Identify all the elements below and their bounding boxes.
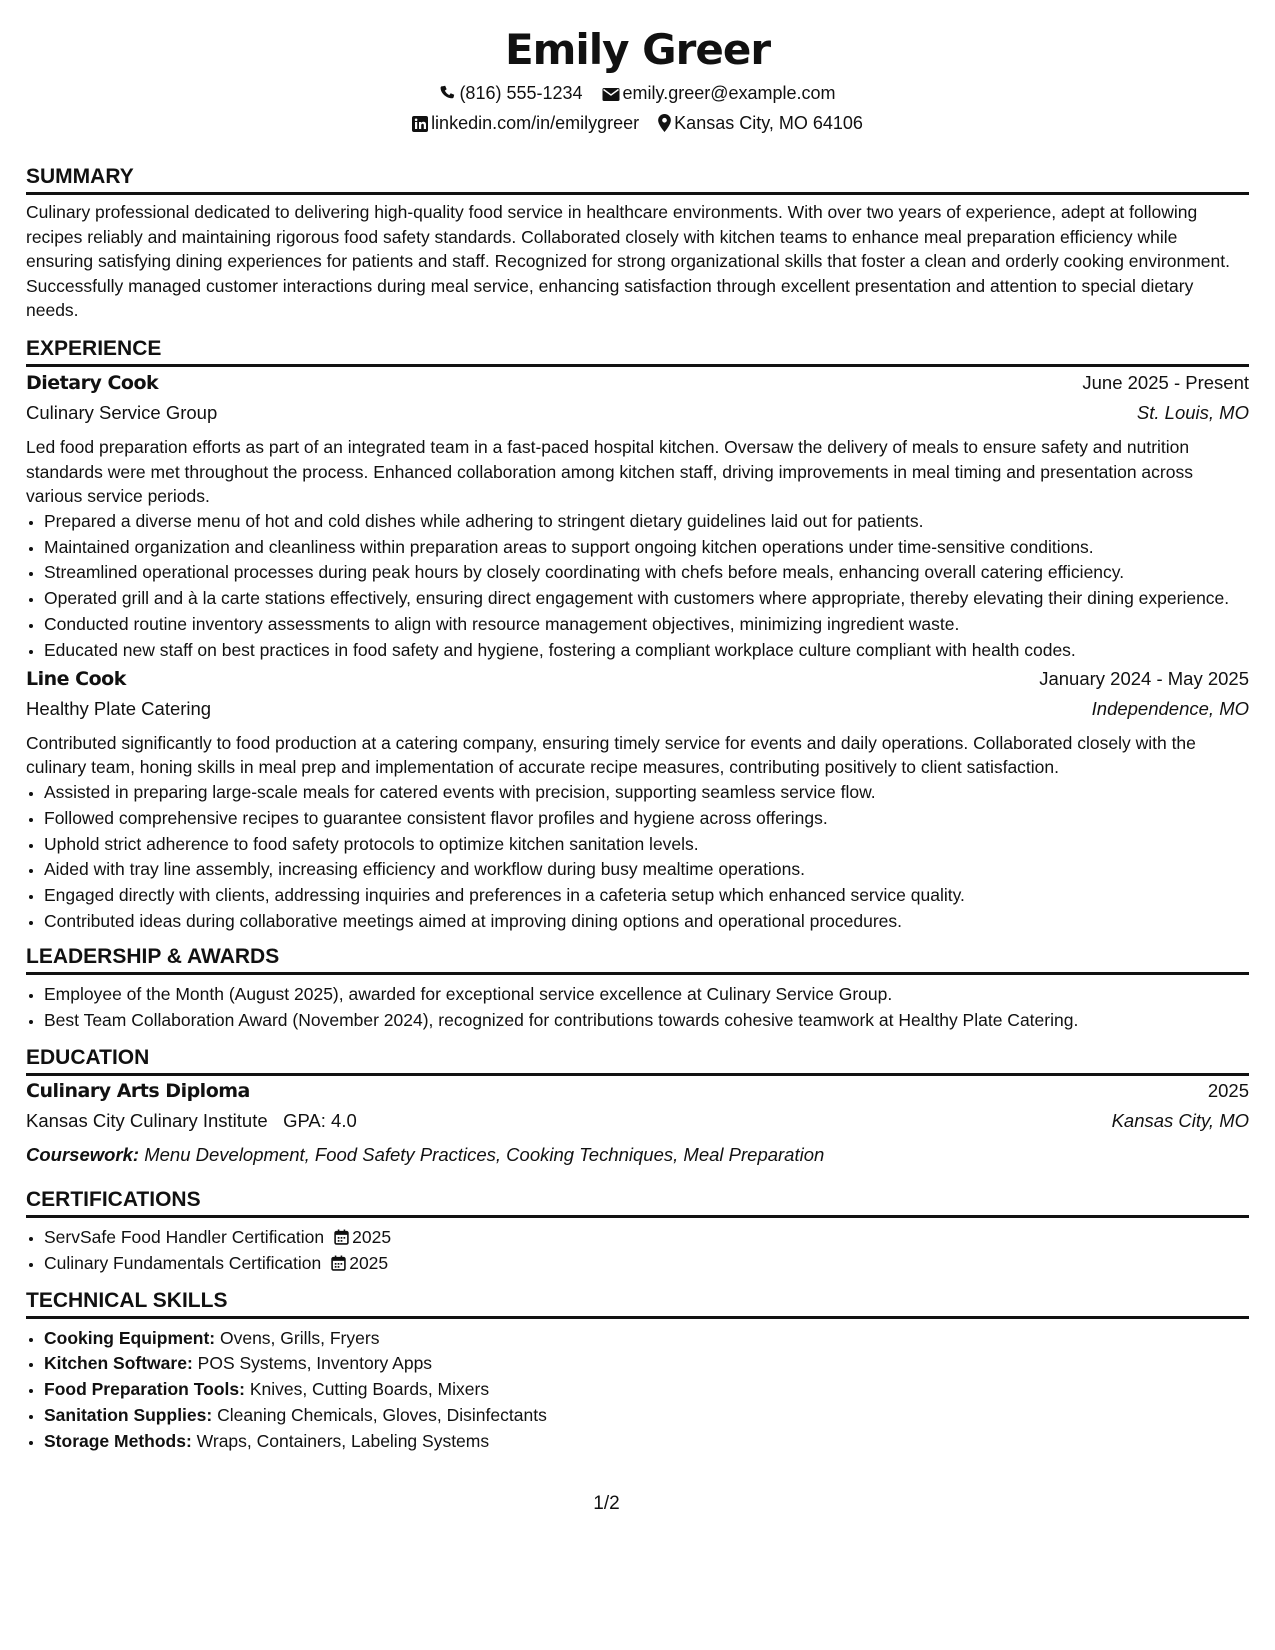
cert-year: 2025 <box>352 1226 392 1247</box>
list-item <box>44 1251 1249 1275</box>
job-location: Independence, MO <box>1091 697 1249 719</box>
skill-label: Food Preparation Tools: <box>44 1379 245 1400</box>
skill-value: Knives, Cutting Boards, Mixers <box>249 1379 490 1400</box>
job-description: Contributed significantly to food production at a catering company, ensuring timely service for events and daily operations. Collaborated closely with the culinary team, honing skills in meal prep and implementation of accurate recipe measures, contributing positively to client satisfaction. <box>26 732 1196 778</box>
list-item: • Conducted routine inventory assessments to align with resource management objectives, minimizing ingredient waste. <box>44 612 1249 636</box>
list-item: • Employee of the Month (August 2025), awarded for exceptional service excellence at Culinary Service Group. <box>44 982 1249 1006</box>
job-location: St. Louis, MO <box>1136 401 1249 423</box>
job-description: Led food preparation efforts as part of an integrated team in a fast-paced hospital kitchen. Oversaw the delivery of meals to ensure safety and nutrition standards were met throughout the process. Enhanced collaboration among kitchen staff, driving improvements in meal timing and presentation across various service periods. <box>26 436 1193 507</box>
skill-label: Storage Methods: <box>44 1430 192 1451</box>
coursework-label: Coursework: <box>26 1143 140 1165</box>
linkedin-icon <box>412 116 428 132</box>
coursework-line <box>26 1140 1249 1170</box>
section-title-summary: SUMMARY <box>26 161 1249 195</box>
list-item <box>44 1326 1249 1350</box>
list-item <box>44 1225 1249 1249</box>
experience-section <box>26 333 1249 933</box>
list-item: • Prepared a diverse menu of hot and cold dishes while adhering to stringent dietary guidelines laid out for patients. <box>44 509 1249 533</box>
section-title-awards: LEADERSHIP & AWARDS <box>26 941 1249 975</box>
skill-label: Kitchen Software: <box>44 1353 193 1374</box>
linkedin-item[interactable] <box>412 108 639 138</box>
skill-value: Ovens, Grills, Fryers <box>219 1327 380 1348</box>
job-bullets <box>26 780 1249 933</box>
phone-text: (816) 555-1234 <box>459 83 583 103</box>
gpa: GPA: 4.0 <box>283 1109 357 1131</box>
phone-item[interactable] <box>439 78 582 108</box>
skill-label: Cooking Equipment: <box>44 1327 216 1348</box>
contact-row-2 <box>26 108 1249 138</box>
job-entry <box>26 668 1249 933</box>
list-item: • Best Team Collaboration Award (November 2024), recognized for contributions towards cohesive teamwork at Healthy Plate Catering. <box>44 1008 1249 1032</box>
job-company: Healthy Plate Catering <box>26 697 212 719</box>
list-item: • Operated grill and à la carte stations effectively, ensuring direct engagement with customers where appropriate, thereby elevating their dining experience. <box>44 586 1249 610</box>
skills-section <box>26 1285 1249 1453</box>
certifications-list <box>26 1225 1249 1275</box>
skills-list <box>26 1326 1249 1453</box>
envelope-icon <box>602 87 620 102</box>
list-item: • Contributed ideas during collaborative meetings aimed at improving dining options and operational procedures. <box>44 909 1249 933</box>
section-title-experience: EXPERIENCE <box>26 333 1249 367</box>
degree-title: Culinary Arts Diploma <box>26 1079 250 1102</box>
calendar-icon <box>331 1255 346 1271</box>
calendar-icon <box>334 1229 349 1245</box>
job-entry <box>26 372 1249 662</box>
list-item: • Streamlined operational processes during peak hours by closely coordinating with chefs before meals, enhancing overall catering efficiency. <box>44 560 1249 584</box>
cert-name: Culinary Fundamentals Certification <box>44 1252 322 1273</box>
skill-label: Sanitation Supplies: <box>44 1404 213 1425</box>
job-bullets <box>26 509 1249 662</box>
summary-section <box>26 161 1249 323</box>
section-title-skills: TECHNICAL SKILLS <box>26 1285 1249 1319</box>
degree-year: 2025 <box>1207 1079 1249 1101</box>
school-name: Kansas City Culinary Institute <box>26 1109 268 1131</box>
location-item <box>658 108 863 138</box>
list-item: • Assisted in preparing large-scale meals for catered events with precision, supporting seamless service flow. <box>44 780 1249 804</box>
school-location: Kansas City, MO <box>1111 1109 1249 1131</box>
job-dates: January 2024 - May 2025 <box>1039 667 1249 689</box>
job-title: Dietary Cook <box>26 371 159 394</box>
job-title: Line Cook <box>26 667 126 690</box>
awards-list <box>26 982 1249 1032</box>
list-item <box>44 1351 1249 1375</box>
email-item[interactable] <box>602 78 836 108</box>
linkedin-text: linkedin.com/in/emilygreer <box>431 113 640 133</box>
location-text: Kansas City, MO 64106 <box>674 113 863 133</box>
cert-year: 2025 <box>349 1252 389 1273</box>
list-item: • Aided with tray line assembly, increasing efficiency and workflow during busy mealtime operations. <box>44 857 1249 881</box>
skill-value: POS Systems, Inventory Apps <box>197 1353 433 1374</box>
list-item <box>44 1403 1249 1427</box>
map-pin-icon <box>658 114 671 132</box>
phone-icon <box>439 85 456 102</box>
list-item: • Engaged directly with clients, addressing inquiries and preferences in a cafeteria setup which enhanced service quality. <box>44 883 1249 907</box>
list-item <box>44 1377 1249 1401</box>
list-item <box>44 1429 1249 1453</box>
cert-name: ServSafe Food Handler Certification <box>44 1226 325 1247</box>
contact-row-1 <box>26 78 1249 108</box>
resume-page <box>26 0 1249 1454</box>
email-text: emily.greer@example.com <box>622 83 836 103</box>
section-title-certifications: CERTIFICATIONS <box>26 1184 1249 1218</box>
coursework-text: Menu Development, Food Safety Practices, Cooking Techniques, Meal Preparation <box>144 1143 825 1165</box>
page-number: 1/2 <box>593 1493 620 1514</box>
list-item: • Maintained organization and cleanliness within preparation areas to support ongoing kitchen operations under time-sensitive conditions. <box>44 535 1249 559</box>
list-item: • Followed comprehensive recipes to guarantee consistent flavor profiles and hygiene across offerings. <box>44 806 1249 830</box>
candidate-name: Emily Greer <box>504 25 771 74</box>
section-title-education: EDUCATION <box>26 1042 1249 1076</box>
awards-section <box>26 941 1249 1032</box>
list-item: • Uphold strict adherence to food safety protocols to optimize kitchen sanitation levels. <box>44 832 1249 856</box>
job-company: Culinary Service Group <box>26 401 218 423</box>
education-section <box>26 1042 1249 1170</box>
list-item: • Educated new staff on best practices in food safety and hygiene, fostering a compliant workplace culture compliant with health codes. <box>44 638 1249 662</box>
school-line <box>26 1110 357 1132</box>
job-dates: June 2025 - Present <box>1082 371 1249 393</box>
skill-value: Wraps, Containers, Labeling Systems <box>196 1430 490 1451</box>
certifications-section <box>26 1184 1249 1275</box>
skill-value: Cleaning Chemicals, Gloves, Disinfectants <box>217 1404 547 1425</box>
summary-text: Culinary professional dedicated to delivering high-quality food service in healthcare environments. With over two years of experience, adept at following recipes reliably and maintaining rigorous food safety standards. Collaborated closely with kitchen teams to enhance meal preparation efficiency while ensuring satisfying dining experiences for patients and staff. Recognized for strong organizational skills that foster a clean and orderly cooking environment. Successfully managed customer interactions during meal service, enhancing satisfaction through excellent presentation and attention to special dietary needs. <box>26 202 1230 321</box>
